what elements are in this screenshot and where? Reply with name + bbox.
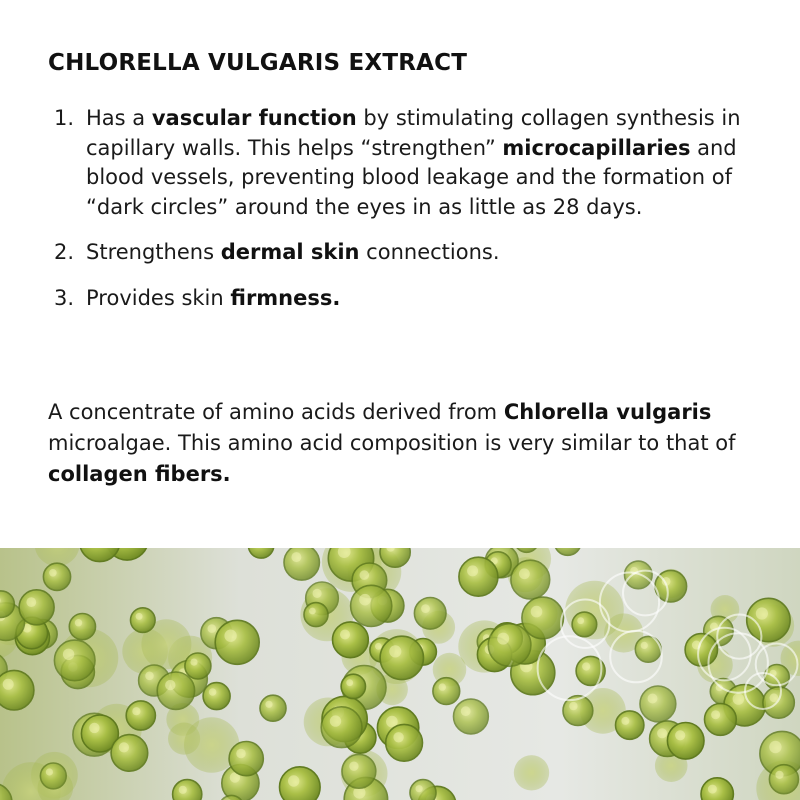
algae-cell	[43, 563, 70, 590]
algae-cell-highlight	[75, 619, 82, 626]
para-text: microalgae. This amino acid composition is very similar to that of	[48, 431, 736, 455]
algae-cell	[304, 603, 328, 627]
algae-cell-highlight	[346, 679, 353, 686]
algae-cell	[625, 561, 653, 589]
algae-cell	[769, 765, 798, 794]
algae-cell-highlight	[165, 680, 175, 690]
algae-cell	[284, 548, 319, 580]
algae-cell	[54, 640, 95, 681]
algae-cell-highlight	[582, 662, 590, 670]
algae-cell-highlight	[467, 565, 478, 576]
algae-cell	[19, 590, 54, 625]
item-text: connections.	[359, 240, 500, 264]
algae-cell-highlight	[359, 594, 371, 606]
algae-cell	[40, 763, 66, 789]
algae-cell	[215, 620, 259, 664]
algae-cell-highlight	[313, 589, 322, 598]
algae-cell-highlight	[349, 762, 358, 771]
algae-cell-highlight	[26, 597, 36, 607]
algae-cell	[763, 687, 794, 718]
algae-cell	[705, 704, 737, 736]
algae-cell-highlight	[330, 715, 341, 726]
algae-cell-highlight	[46, 768, 53, 775]
algae-cell-highlight	[708, 785, 717, 794]
algae-cell	[386, 724, 423, 761]
item-text: and blood vessels, preventing blood leakage and the formation of “dark circles” around the eyes in as little as 28 days.	[86, 135, 737, 219]
item-text: Strengthens	[86, 240, 221, 264]
algae-cell	[0, 670, 34, 710]
algae-cell	[572, 612, 597, 637]
algae-cell-highlight	[439, 683, 446, 690]
algae-cell	[341, 674, 365, 698]
algae-cell-highlight	[577, 617, 584, 624]
page-title: CHLORELLA VULGARIS EXTRACT	[48, 50, 468, 76]
algae-cell-highlight	[209, 688, 217, 696]
algae-cell-highlight	[179, 786, 187, 794]
list-item	[48, 284, 748, 314]
item-bold: microcapillaries	[502, 135, 691, 160]
algae-cells-illustration	[0, 548, 800, 800]
algae-cell	[260, 695, 286, 721]
algae-cell-highlight	[657, 728, 667, 738]
algae-cell	[380, 636, 423, 679]
algae-cell-highlight	[136, 613, 143, 620]
algae-cell	[414, 598, 446, 630]
para-text: A concentrate of amino acids derived from	[48, 400, 504, 424]
list-item	[48, 238, 748, 268]
algae-cell-highlight	[309, 608, 316, 615]
algae-cell-highlight	[375, 643, 382, 650]
algae-cell	[351, 585, 392, 626]
item-bold: firmness.	[230, 285, 341, 310]
algae-cell-highlight	[236, 749, 246, 759]
algae-cell-highlight	[497, 633, 509, 645]
algae-cell	[667, 723, 704, 760]
algae-cell-highlight	[89, 723, 99, 733]
algae-cell-highlight	[648, 694, 658, 704]
algae-cell-highlight	[531, 606, 543, 618]
algae-cell-highlight	[265, 701, 272, 708]
algae-cell-highlight	[145, 672, 154, 681]
algae-cell	[342, 754, 376, 788]
algae-cell	[522, 597, 564, 639]
algae-cell-highlight	[675, 730, 685, 740]
algae-cell	[410, 780, 436, 800]
algae-cell-highlight	[49, 569, 57, 577]
algae-cell-highlight	[421, 604, 430, 613]
algae-cell	[229, 742, 263, 776]
algae-cell	[433, 678, 460, 705]
algae-cell-highlight	[340, 630, 350, 640]
algae-cell-highlight	[132, 707, 140, 715]
algae-cell-highlight	[641, 642, 648, 649]
algae-cell-highlight	[461, 706, 471, 716]
algae-cell	[511, 560, 550, 599]
list-number: 2.	[54, 240, 75, 264]
algae-cell-highlight	[519, 568, 530, 579]
algae-cell	[185, 653, 211, 679]
list-number: 3.	[54, 285, 75, 310]
algae-cell	[111, 735, 148, 772]
algae-cell-highlight	[569, 702, 577, 710]
item-text: Provides skin	[86, 285, 231, 310]
algae-cell	[280, 767, 321, 800]
description-paragraph	[48, 397, 748, 490]
algae-cell-highlight	[775, 771, 783, 779]
item-text: by stimulating collagen synthesis in capillary walls. This helps “strengthen”	[86, 106, 741, 160]
algae-cell-highlight	[733, 693, 745, 705]
algae-cell	[126, 701, 155, 730]
algae-cell	[203, 683, 230, 710]
list-number: 1.	[54, 106, 75, 130]
benefits-list	[48, 104, 748, 329]
algae-cell	[640, 686, 676, 722]
algae-cell	[69, 614, 95, 640]
algae-cell-highlight	[756, 607, 768, 619]
algae-cell-highlight	[621, 717, 629, 725]
para-bold: collagen fibers.	[48, 462, 231, 486]
list-item	[48, 104, 748, 222]
algae-cell-highlight	[3, 679, 14, 690]
algae-cell-highlight	[208, 624, 217, 633]
algae-cell-highlight	[389, 645, 401, 657]
algae-cell-highlight	[119, 742, 129, 752]
algae-cell-highlight	[360, 570, 370, 580]
blurred-algae-cell	[514, 755, 549, 790]
algae-cell	[454, 699, 489, 734]
algae-cell	[157, 672, 194, 709]
algae-cell-highlight	[190, 659, 197, 666]
para-bold: Chlorella vulgaris	[503, 400, 712, 424]
algae-cell-highlight	[224, 630, 236, 642]
item-bold: vascular function	[151, 106, 357, 130]
algae-cell-highlight	[63, 649, 74, 660]
algae-cell	[616, 711, 644, 739]
algae-cell	[131, 608, 156, 633]
algae-cell-highlight	[769, 741, 781, 753]
algae-microscope-image	[0, 548, 800, 800]
algae-cell-highlight	[291, 552, 301, 562]
algae-cell-highlight	[711, 710, 720, 719]
algae-cell-highlight	[393, 732, 403, 742]
algae-cell	[488, 624, 531, 667]
algae-cell-highlight	[416, 785, 423, 792]
algae-cell	[321, 707, 362, 748]
item-text: Has a	[86, 106, 152, 130]
item-bold: dermal skin	[220, 240, 360, 264]
algae-cell	[459, 557, 498, 596]
algae-cell-highlight	[288, 775, 299, 786]
algae-cell	[333, 622, 369, 658]
